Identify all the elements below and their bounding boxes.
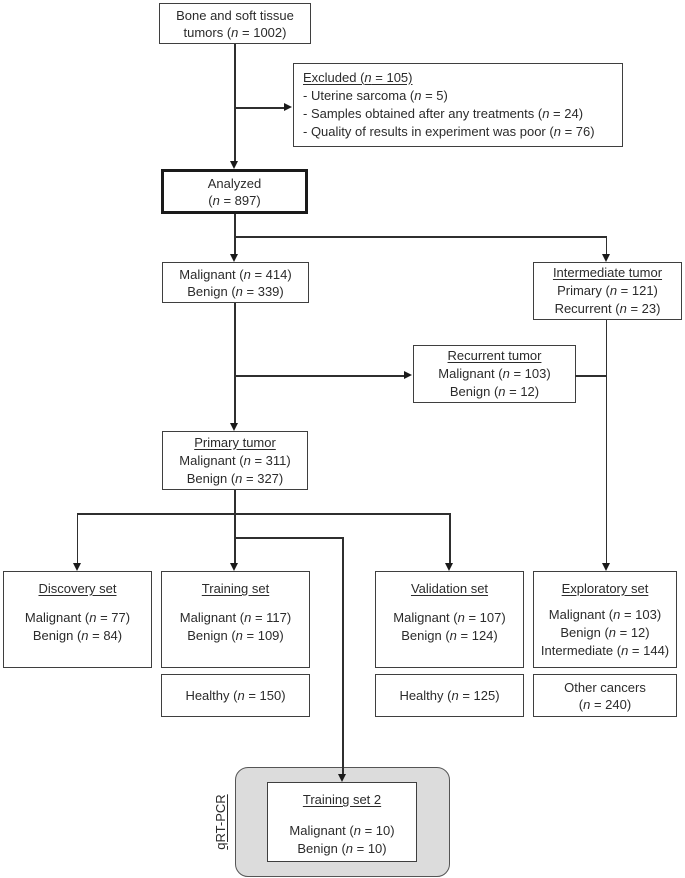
box-line: Benign (n = 339) xyxy=(187,283,284,299)
box-malignant-benign xyxy=(162,262,309,303)
box-line: Malignant (n = 117) xyxy=(179,610,292,625)
box-validation-set xyxy=(375,571,524,668)
box-analyzed xyxy=(161,169,308,214)
box-line: Bone and soft tissue xyxy=(176,7,294,23)
arrowhead-down-icon xyxy=(602,254,610,262)
box-healthy-validation xyxy=(375,674,524,717)
box-discovery-set xyxy=(3,571,152,668)
box-line: Benign (n = 109) xyxy=(187,628,284,643)
connector-down-validation xyxy=(449,513,451,565)
connector-branch-training2 xyxy=(234,537,344,539)
arrowhead-down-icon xyxy=(230,161,238,169)
box-title: Intermediate tumor xyxy=(552,265,663,280)
connector-to-recurrent xyxy=(234,375,405,377)
box-training-set xyxy=(161,571,310,668)
arrowhead-right-icon xyxy=(284,103,292,111)
arrowhead-down-icon xyxy=(73,563,81,571)
box-other-cancers xyxy=(533,674,677,717)
box-title: Exploratory set xyxy=(561,581,649,596)
box-title: Recurrent tumor xyxy=(447,348,542,363)
box-line: Other cancers xyxy=(564,679,646,695)
box-line: Analyzed xyxy=(207,175,262,191)
box-training-set-2 xyxy=(267,782,417,862)
qrt-pcr-label: qRT-PCR xyxy=(213,794,228,850)
connector-intermediate-to-exploratory xyxy=(606,320,608,565)
connector-analyzed-to-malignant xyxy=(234,214,236,256)
box-primary-tumor xyxy=(162,431,308,490)
box-line: Benign (n = 10) xyxy=(297,841,387,856)
box-line: Benign (n = 12) xyxy=(560,625,650,640)
arrowhead-down-icon xyxy=(445,563,453,571)
box-line: - Uterine sarcoma (n = 5) xyxy=(303,88,448,103)
box-title: Training set xyxy=(201,581,270,596)
box-excluded xyxy=(293,63,623,147)
box-line: Primary (n = 121) xyxy=(557,283,658,298)
box-title: Discovery set xyxy=(38,581,117,596)
box-line: - Samples obtained after any treatments (n = 24) xyxy=(303,106,584,121)
box-line: (n = 240) xyxy=(578,696,632,712)
connector-down-discovery xyxy=(77,513,79,565)
box-intermediate-tumor xyxy=(533,262,682,320)
box-line: Intermediate (n = 144) xyxy=(540,643,670,658)
box-line: Malignant (n = 103) xyxy=(438,366,551,381)
box-line: Benign (n = 12) xyxy=(449,384,540,399)
box-line: Benign (n = 327) xyxy=(186,470,284,486)
arrowhead-down-icon xyxy=(230,563,238,571)
box-exploratory-set xyxy=(533,571,677,668)
arrowhead-down-icon xyxy=(602,563,610,571)
arrowhead-down-icon xyxy=(338,774,346,782)
box-recurrent-tumor xyxy=(413,345,576,403)
box-title: Primary tumor xyxy=(194,434,276,450)
box-line: Recurrent (n = 23) xyxy=(554,301,661,316)
connector-top-to-analyzed xyxy=(234,44,236,165)
box-bone-soft-tissue-tumors xyxy=(159,3,311,44)
box-line: Malignant (n = 107) xyxy=(393,610,506,625)
box-line: Malignant (n = 311) xyxy=(179,452,291,468)
box-line: Malignant (n = 77) xyxy=(24,610,131,625)
connector-down-intermediate xyxy=(606,236,608,256)
arrowhead-right-icon xyxy=(404,371,412,379)
box-line: Benign (n = 124) xyxy=(401,628,498,643)
box-line: Benign (n = 84) xyxy=(32,628,123,643)
box-line: tumors (n = 1002) xyxy=(183,24,287,40)
box-line: Malignant (n = 10) xyxy=(289,823,395,838)
box-line: Healthy (n = 125) xyxy=(399,688,500,703)
box-line: Malignant (n = 103) xyxy=(548,607,662,622)
connector-malignant-to-primary xyxy=(234,303,236,425)
box-line: (n = 897) xyxy=(208,192,261,208)
box-line: Healthy (n = 150) xyxy=(185,688,286,703)
connector-sets-branch xyxy=(77,513,451,515)
box-title: Excluded (n = 105) xyxy=(303,70,413,85)
connector-to-excluded xyxy=(234,107,285,109)
arrowhead-down-icon xyxy=(230,423,238,431)
box-line: - Quality of results in experiment was poor (n = 76) xyxy=(303,124,595,139)
box-line: Malignant (n = 414) xyxy=(179,266,292,282)
box-healthy-training xyxy=(161,674,310,717)
box-title: Training set 2 xyxy=(302,792,382,807)
arrowhead-down-icon xyxy=(230,254,238,262)
connector-branch-intermediate xyxy=(234,236,607,238)
connector-recurrent-to-right-line xyxy=(575,375,607,377)
connector-down-training2 xyxy=(342,537,344,776)
connector-primary-to-training xyxy=(234,490,236,565)
box-title: Validation set xyxy=(410,581,489,596)
